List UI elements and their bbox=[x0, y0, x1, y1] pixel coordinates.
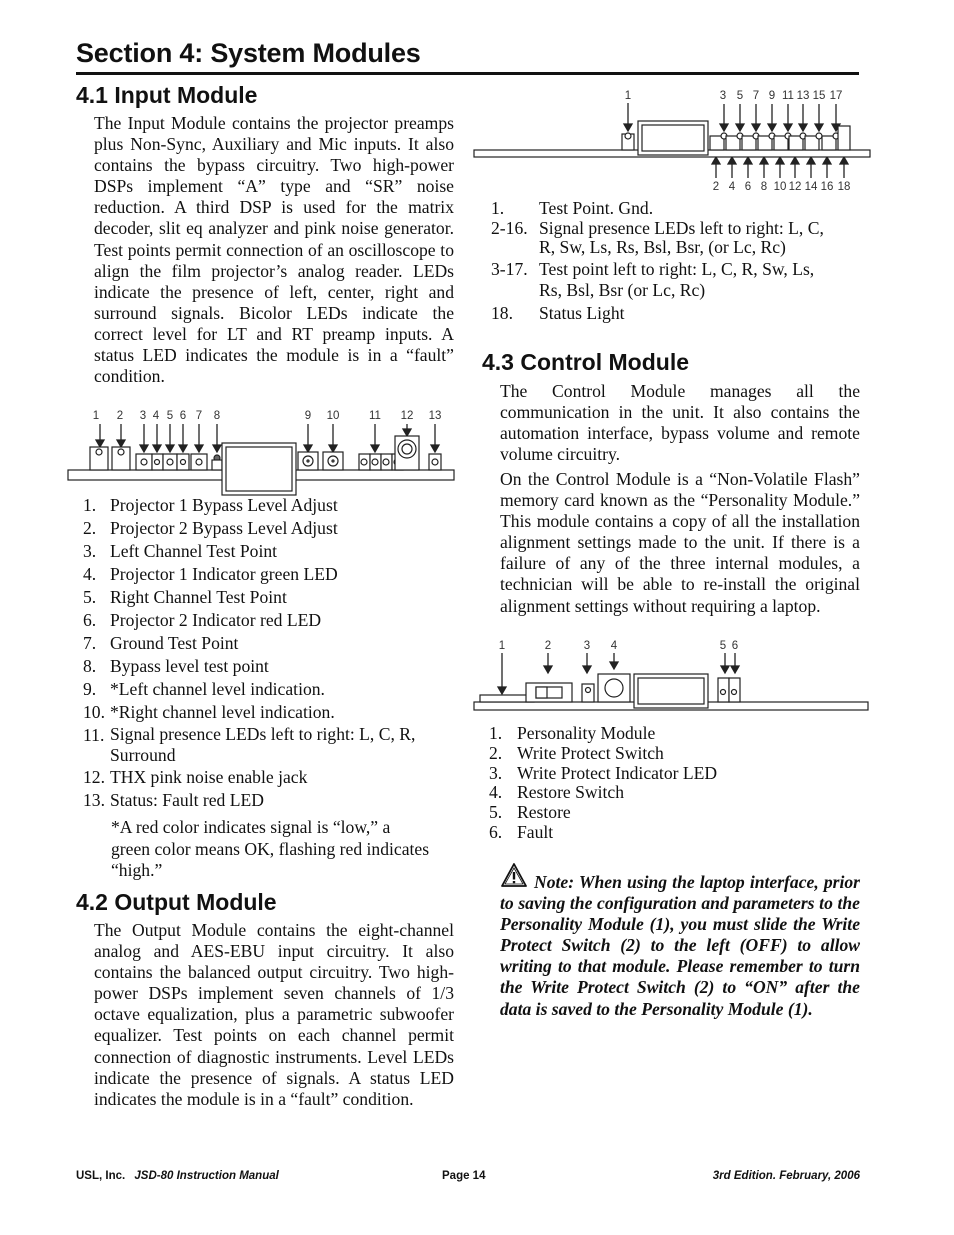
input-diagram-label: 7 bbox=[195, 410, 203, 422]
svg-text:6: 6 bbox=[744, 181, 752, 193]
input-diagram-label: 4 bbox=[152, 410, 160, 422]
list-item: 10. *Right channel level indication. bbox=[83, 702, 335, 722]
control-module-paragraph-1: The Control Module manages all the communication in the unit. It also contains the automation interface, bypass volume and remote volume circuitry. bbox=[500, 381, 860, 465]
svg-text:4: 4 bbox=[728, 181, 736, 193]
input-module-heading: 4.1 Input Module bbox=[76, 82, 258, 108]
footer-manual: JSD-80 Instruction Manual bbox=[134, 1170, 279, 1182]
svg-text:8: 8 bbox=[760, 181, 768, 193]
list-item: 3. Write Protect Indicator LED bbox=[489, 762, 718, 783]
list-item: 7. Ground Test Point bbox=[83, 633, 239, 653]
output-module-diagram bbox=[472, 84, 872, 196]
input-diagram-label: 13 bbox=[428, 410, 442, 422]
input-diagram-label: 10 bbox=[326, 410, 340, 422]
svg-text:2: 2 bbox=[544, 640, 552, 652]
svg-text:13: 13 bbox=[796, 90, 810, 102]
svg-text:3: 3 bbox=[719, 90, 727, 102]
input-diagram-label: 3 bbox=[139, 410, 147, 422]
svg-text:17: 17 bbox=[829, 90, 843, 102]
list-item: 6. Fault bbox=[489, 821, 554, 842]
list-item: 2. Projector 2 Bypass Level Adjust bbox=[83, 518, 338, 538]
input-module-diagram bbox=[66, 404, 456, 496]
svg-text:4: 4 bbox=[610, 640, 618, 652]
input-diagram-label: 2 bbox=[116, 410, 124, 422]
control-module-list bbox=[489, 724, 839, 843]
svg-text:1: 1 bbox=[498, 640, 506, 652]
list-item: 4. Projector 1 Indicator green LED bbox=[83, 564, 338, 584]
svg-text:14: 14 bbox=[804, 181, 818, 193]
svg-text:15: 15 bbox=[812, 90, 826, 102]
list-item: 1. Projector 1 Bypass Level Adjust bbox=[83, 495, 338, 515]
output-module-heading: 4.2 Output Module bbox=[76, 889, 277, 915]
svg-text:7: 7 bbox=[752, 90, 760, 102]
footer-left bbox=[76, 1170, 279, 1182]
svg-text:16: 16 bbox=[820, 181, 834, 193]
input-module-paragraph: The Input Module contains the projector preamps plus Non-Sync, Auxiliary and Mic inputs. It also contains the bypass circuitry. Two high-power DSPs implement “A” type and “SR” noise reduction. A third DSP is used for the matrix decoder, slit eq analyzer and pink noise generator. Test points permit connection of an oscilloscope to align the film projector’s analog reader. LEDs indicate the presence of left, center, right and surround signals. Bicolor LEDs indicate the correct level for LT and RT preamp inputs. A status LED indicates the module is in a “fault” condition. bbox=[94, 113, 454, 387]
svg-text:5: 5 bbox=[719, 640, 727, 652]
svg-text:11: 11 bbox=[782, 90, 794, 102]
footer-company: USL, Inc. bbox=[76, 1170, 126, 1182]
input-diagram-label: 8 bbox=[213, 410, 221, 422]
input-diagram-label: 6 bbox=[179, 410, 187, 422]
list-item: 2. Write Protect Switch bbox=[489, 742, 664, 763]
svg-text:6: 6 bbox=[731, 640, 739, 652]
list-item: 3-17. Test point left to right: L, C, R, Sw, Ls, Rs, Bsl, Bsr (or Lc, Rc) bbox=[491, 259, 815, 300]
input-diagram-label: 1 bbox=[92, 410, 100, 422]
list-item: 5. Right Channel Test Point bbox=[83, 587, 287, 607]
list-item: 4. Restore Switch bbox=[489, 782, 625, 803]
output-module-list bbox=[491, 198, 841, 324]
footer-edition: 3rd Edition. February, 2006 bbox=[712, 1170, 860, 1182]
input-module-list bbox=[83, 494, 428, 812]
output-diagram-top-labels bbox=[625, 90, 843, 102]
svg-text:10: 10 bbox=[773, 181, 787, 193]
control-module-diagram bbox=[472, 634, 872, 714]
list-item: 1. Test Point. Gnd. bbox=[491, 198, 654, 218]
svg-text:9: 9 bbox=[768, 90, 776, 102]
svg-text:2: 2 bbox=[712, 181, 720, 193]
input-diagram-label: 9 bbox=[304, 410, 312, 422]
input-diagram-label: 12 bbox=[400, 410, 414, 422]
svg-text:1: 1 bbox=[624, 90, 632, 102]
warning-note: Note: When using the laptop interface, prior to saving the configuration and parameters to the Personality Module (1), you must slide the Write Protect Switch (2) to the left (OFF) to allow writing to that module. Please remember to turn the Write Protect Switch (2) to “ON” after the data is saved to the Personality Module (1). bbox=[500, 872, 860, 1019]
input-diagram-label: 11 bbox=[369, 410, 381, 422]
control-module-heading: 4.3 Control Module bbox=[482, 349, 689, 375]
control-module-paragraph-2: On the Control Module is a “Non-Volatile Flash” memory card known as the “Personality Module.” This module contains a copy of all the installation alignment settings made to the unit. If there is a failure of any of the three internal modules, a technician will be able to re-install the original alignment settings without requiring a laptop. bbox=[500, 469, 860, 616]
svg-text:12: 12 bbox=[788, 181, 802, 193]
list-item: 2-16. Signal presence LEDs left to right: L, C, R, Sw, Ls, Rs, Bsl, Bsr, (or Lc, Rc) bbox=[491, 218, 824, 257]
svg-text:18: 18 bbox=[837, 181, 851, 193]
list-item: 18. Status Light bbox=[491, 303, 625, 323]
list-item: 9. *Left channel level indication. bbox=[83, 679, 325, 699]
list-item: 12. THX pink noise enable jack bbox=[83, 767, 308, 787]
list-item: 13. Status: Fault red LED bbox=[83, 790, 264, 810]
svg-text:3: 3 bbox=[583, 640, 591, 652]
list-item: 6. Projector 2 Indicator red LED bbox=[83, 610, 322, 630]
input-diagram-labels bbox=[93, 410, 442, 422]
output-diagram-bottom-labels bbox=[713, 181, 851, 193]
list-item: 5. Restore bbox=[489, 802, 571, 823]
input-diagram-label: 5 bbox=[166, 410, 174, 422]
control-diagram-labels bbox=[499, 640, 738, 652]
list-item: 1. Personality Module bbox=[489, 723, 656, 743]
page-title: Section 4: System Modules bbox=[76, 38, 421, 68]
list-item: 3. Left Channel Test Point bbox=[83, 541, 278, 561]
svg-text:5: 5 bbox=[736, 90, 744, 102]
title-rule bbox=[76, 72, 859, 75]
list-item: 8. Bypass level test point bbox=[83, 656, 269, 676]
list-item: 11. Signal presence LEDs left to right: L, C, R, Surround bbox=[83, 724, 416, 765]
footer-page: Page 14 bbox=[442, 1170, 486, 1182]
output-module-paragraph: The Output Module contains the eight-channel analog and AES-EBU input circuitry. It also contains the balanced output circuitry. Two high-power DSPs implement seven channels of 1/3 octave equalization, plus a parametric subwoofer equalizer. Test points on each channel permit connection of diagnostic instruments. Level LEDs indicate the presence of signals. A status LED indicates the module is in a “fault” condition. bbox=[94, 920, 454, 1109]
input-module-footnote: *A red color indicates signal is “low,” a green color means OK, flashing red indicates “high.” bbox=[111, 817, 430, 880]
